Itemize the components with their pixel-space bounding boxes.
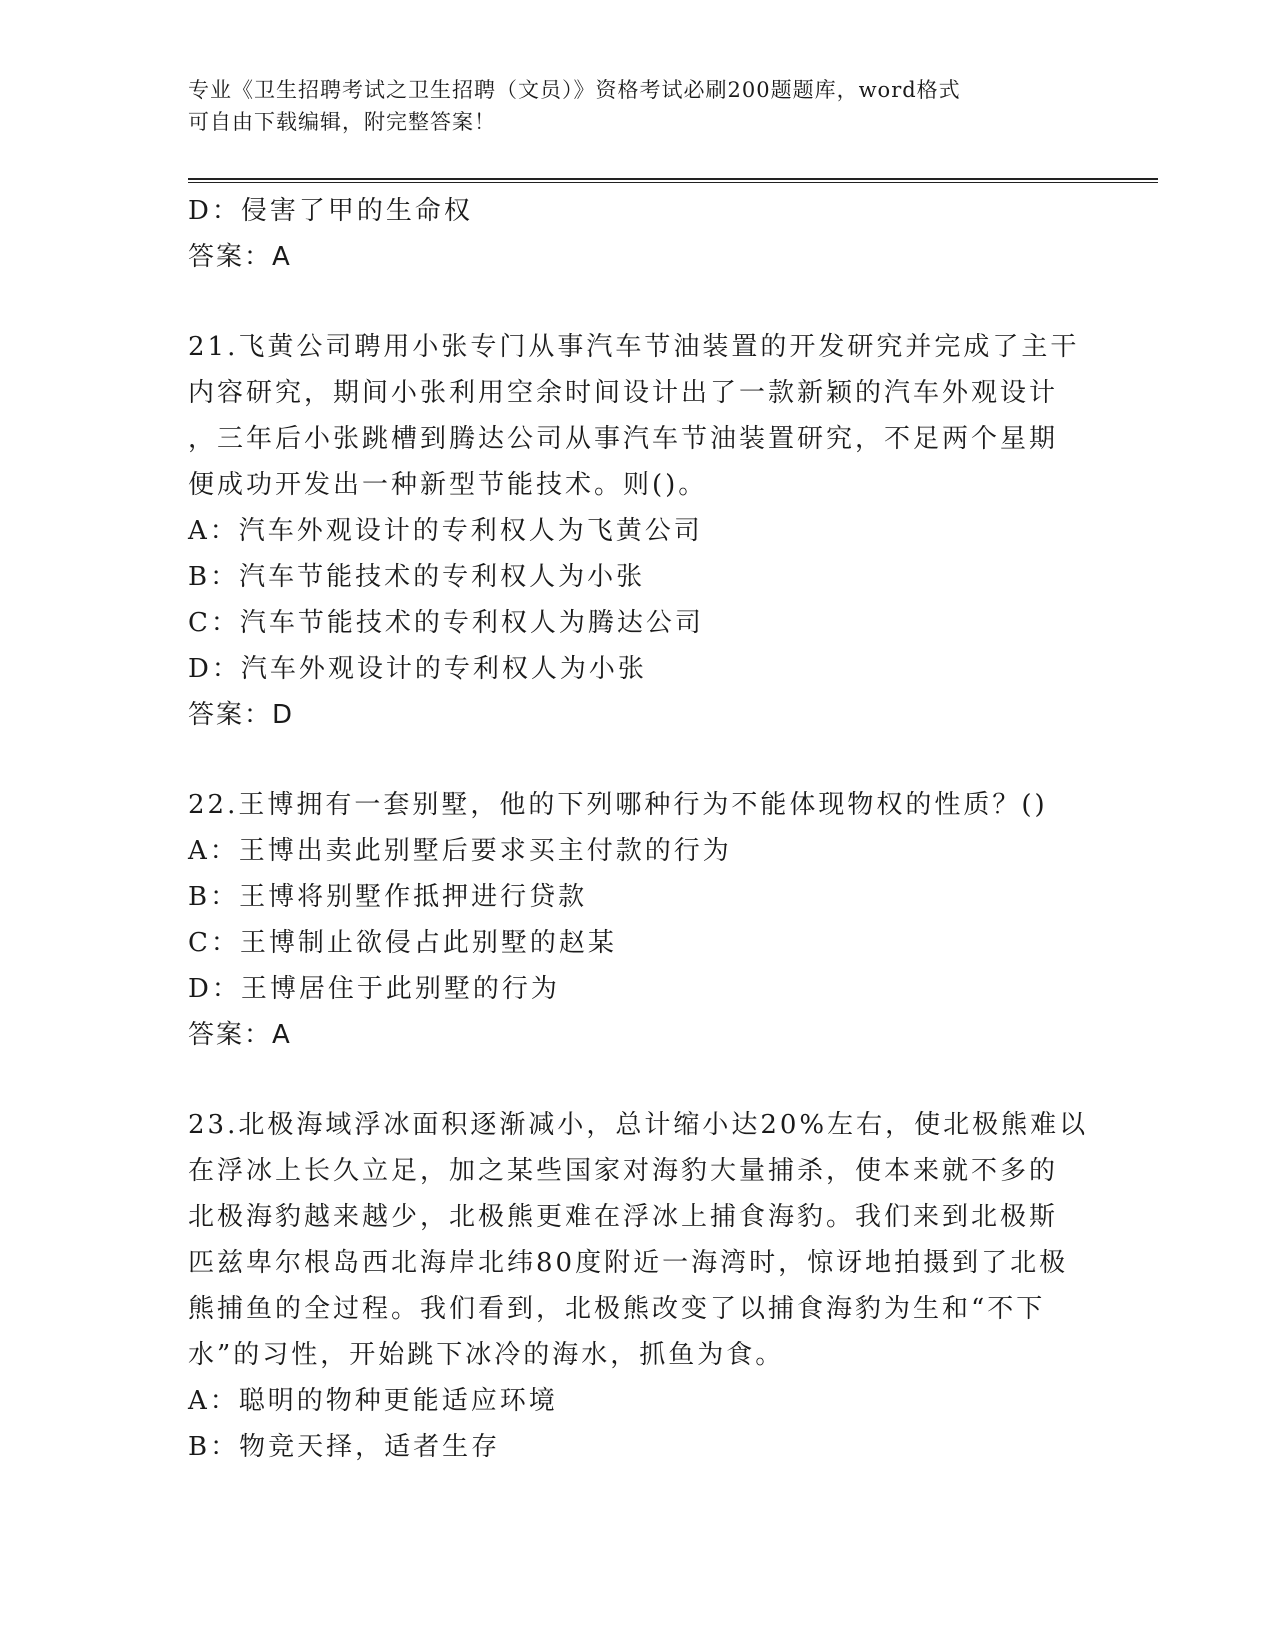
option-b: B：物竞天择，适者生存	[188, 1432, 501, 1462]
page-header	[188, 74, 1068, 138]
header-line-2: 可自由下载编辑，附完整答案！	[188, 110, 496, 134]
header-line-1: 专业《卫生招聘考试之卫生招聘（文员）》资格考试必刷200题题库，word格式	[188, 78, 961, 102]
option-b: B：汽车节能技术的专利权人为小张	[188, 562, 646, 592]
question-line: 北极海豹越来越少，北极熊更难在浮冰上捕食海豹。我们来到北极斯	[188, 1202, 1059, 1232]
question-line: 内容研究，期间小张利用空余时间设计出了一款新颖的汽车外观设计	[188, 378, 1059, 408]
option-c: C：汽车节能技术的专利权人为腾达公司	[188, 608, 704, 638]
question-23	[188, 1102, 1088, 1470]
question-line: 23.北极海域浮冰面积逐渐减小，总计缩小达20%左右，使北极熊难以	[188, 1110, 1089, 1140]
question-21	[188, 324, 1088, 738]
question-line: 熊捕鱼的全过程。我们看到，北极熊改变了以捕食海豹为生和“不下	[188, 1294, 1046, 1324]
question-line: 21.飞黄公司聘用小张专门从事汽车节油装置的开发研究并完成了主干	[188, 332, 1080, 362]
question-line: 便成功开发出一种新型节能技术。则()。	[188, 470, 708, 500]
prev-answer: 答案：A	[188, 242, 292, 272]
question-line: 22.王博拥有一套别墅，他的下列哪种行为不能体现物权的性质？()	[188, 790, 1048, 820]
option-a: A：汽车外观设计的专利权人为飞黄公司	[188, 516, 703, 546]
question-line: 在浮冰上长久立足，加之某些国家对海豹大量捕杀，使本来就不多的	[188, 1156, 1059, 1186]
question-line: 匹兹卑尔根岛西北海岸北纬80度附近一海湾时，惊讶地拍摄到了北极	[188, 1248, 1069, 1278]
option-c: C：王博制止欲侵占此别墅的赵某	[188, 928, 617, 958]
option-b: B：王博将别墅作抵押进行贷款	[188, 882, 588, 912]
question-line: ，三年后小张跳槽到腾达公司从事汽车节油装置研究，不足两个星期	[188, 424, 1059, 454]
question-line: 水”的习性，开始跳下冰冷的海水，抓鱼为食。	[188, 1340, 785, 1370]
option-a: A：王博出卖此别墅后要求买主付款的行为	[188, 836, 732, 866]
document-body	[188, 188, 1088, 1470]
answer: 答案：D	[188, 700, 295, 730]
header-divider	[188, 178, 1158, 183]
prev-option-d: D：侵害了甲的生命权	[188, 196, 473, 226]
option-d: D：汽车外观设计的专利权人为小张	[188, 654, 647, 684]
answer: 答案：A	[188, 1020, 292, 1050]
question-22	[188, 782, 1088, 1058]
option-d: D：王博居住于此别墅的行为	[188, 974, 560, 1004]
option-a: A：聪明的物种更能适应环境	[188, 1386, 558, 1416]
